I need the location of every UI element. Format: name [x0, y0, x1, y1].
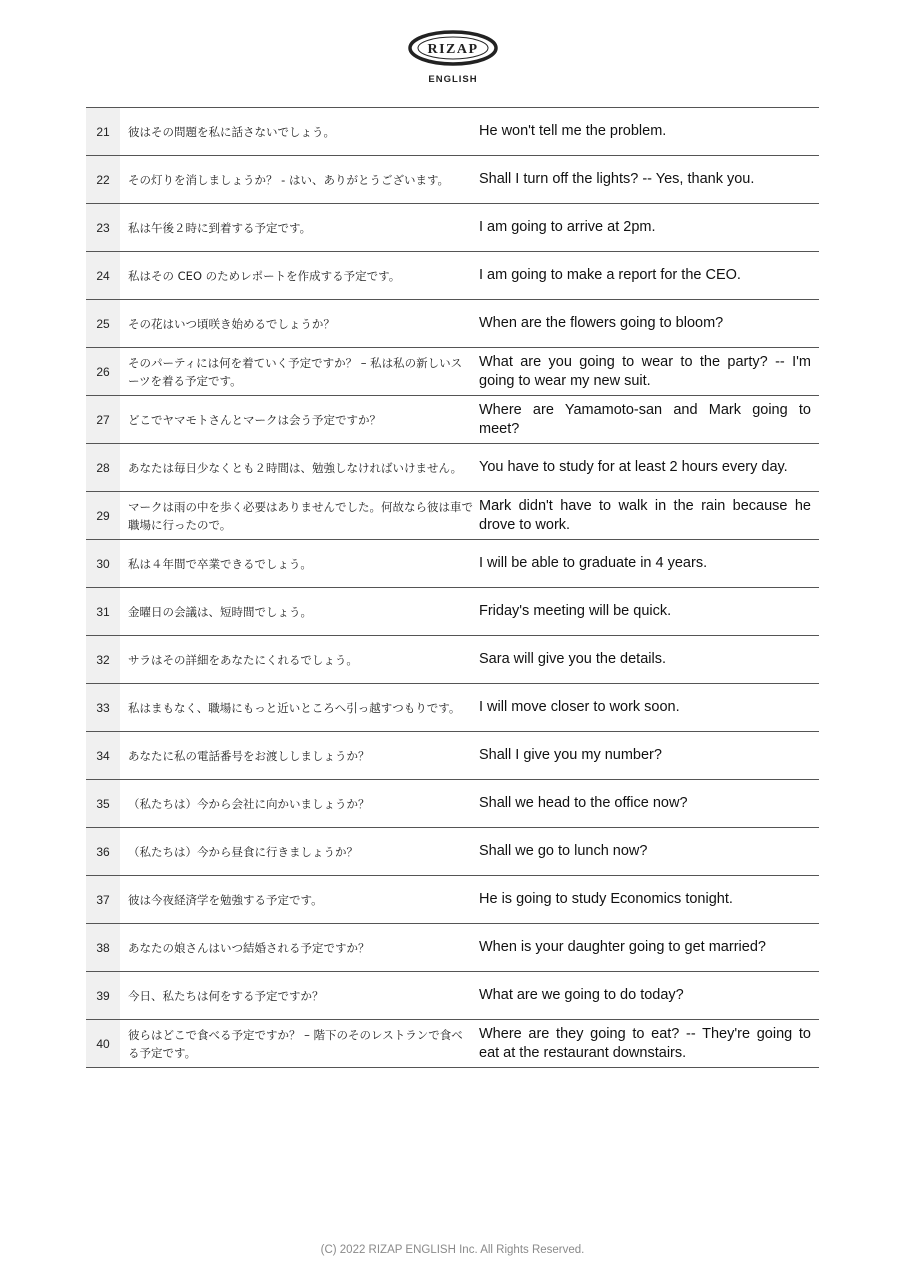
japanese-sentence: その灯りを消しましょうか？ - はい、ありがとうございます。 — [128, 172, 450, 187]
row-number: 38 — [86, 924, 120, 971]
sentence-table — [86, 107, 819, 1068]
row-number: 32 — [86, 636, 120, 683]
japanese-sentence: 金曜日の会議は、短時間でしょう。 — [128, 604, 312, 619]
japanese-sentence: サラはその詳細をあなたにくれるでしょう。 — [128, 652, 358, 667]
japanese-sentence: 彼らはどこで食べる予定ですか？ – 階下のそのレストランで食べる予定です。 — [128, 1027, 463, 1060]
japanese-sentence: 私は午後２時に到着する予定です。 — [128, 220, 312, 235]
english-sentence: Where are Yamamoto-san and Mark going to meet? — [479, 401, 811, 437]
copyright-footer: (C) 2022 RIZAP ENGLISH Inc. All Rights Reserved. — [320, 1244, 585, 1256]
row-number: 40 — [86, 1020, 120, 1067]
table-row — [86, 300, 819, 348]
japanese-sentence: （私たちは）今から会社に向かいましょうか？ — [128, 796, 370, 811]
row-number: 29 — [86, 492, 120, 539]
table-row — [86, 972, 819, 1020]
english-sentence: I will be able to graduate in 4 years. — [479, 555, 708, 571]
logo-wordmark: RIZAP — [427, 42, 479, 57]
row-number: 33 — [86, 684, 120, 731]
english-sentence: You have to study for at least 2 hours every day. — [479, 459, 788, 475]
japanese-sentence: 彼はその問題を私に話さないでしょう。 — [128, 124, 335, 139]
japanese-sentence: そのパーティには何を着ていく予定ですか？ – 私は私の新しいスーツを着る予定です。 — [128, 355, 463, 388]
english-sentence: When is your daughter going to get married? — [479, 939, 766, 955]
table-row — [86, 828, 819, 876]
table-row — [86, 1020, 819, 1068]
row-number: 26 — [86, 348, 120, 395]
table-row — [86, 588, 819, 636]
table-row — [86, 684, 819, 732]
english-sentence: I am going to make a report for the CEO. — [479, 267, 741, 283]
japanese-sentence: その花はいつ頃咲き始めるでしょうか？ — [128, 316, 335, 331]
row-number: 39 — [86, 972, 120, 1019]
table-row — [86, 204, 819, 252]
english-sentence: Sara will give you the details. — [479, 651, 666, 667]
japanese-sentence: あなたは毎日少なくとも２時間は、勉強しなければいけません。 — [128, 460, 463, 475]
row-number: 25 — [86, 300, 120, 347]
row-number: 31 — [86, 588, 120, 635]
row-number: 35 — [86, 780, 120, 827]
english-sentence: Shall we go to lunch now? — [479, 843, 648, 859]
japanese-sentence: 私はその CEO のためレポートを作成する予定です。 — [128, 268, 401, 283]
english-sentence: I am going to arrive at 2pm. — [479, 219, 656, 235]
japanese-sentence: あなたに私の電話番号をお渡ししましょうか？ — [128, 748, 370, 763]
english-sentence: Mark didn't have to walk in the rain because he drove to work. — [479, 497, 811, 533]
japanese-sentence: 私は４年間で卒業できるでしょう。 — [128, 556, 312, 571]
english-sentence: Where are they going to eat? -- They're going to eat at the restaurant downstairs. — [479, 1025, 811, 1061]
table-row — [86, 924, 819, 972]
row-number: 24 — [86, 252, 120, 299]
japanese-sentence: （私たちは）今から昼食に行きましょうか？ — [128, 844, 358, 859]
english-sentence: Shall I give you my number? — [479, 747, 662, 763]
rizap-english-logo — [407, 28, 499, 88]
row-number: 37 — [86, 876, 120, 923]
row-number: 23 — [86, 204, 120, 251]
table-row — [86, 108, 819, 156]
japanese-sentence: マークは雨の中を歩く必要はありませんでした。何故なら彼は車で職場に行ったので。 — [128, 499, 473, 532]
table-row — [86, 492, 819, 540]
row-number: 28 — [86, 444, 120, 491]
table-row — [86, 348, 819, 396]
english-sentence: He is going to study Economics tonight. — [479, 891, 733, 907]
logo-subtitle: ENGLISH — [428, 74, 478, 85]
table-row — [86, 252, 819, 300]
english-sentence: Friday's meeting will be quick. — [479, 603, 672, 619]
table-row — [86, 540, 819, 588]
row-number: 27 — [86, 396, 120, 443]
english-sentence: What are you going to wear to the party? -- I'm going to wear my new suit. — [479, 353, 811, 389]
english-sentence: When are the flowers going to bloom? — [479, 315, 724, 331]
row-number: 21 — [86, 108, 120, 155]
row-number: 30 — [86, 540, 120, 587]
table-row — [86, 636, 819, 684]
table-row — [86, 444, 819, 492]
table-row — [86, 732, 819, 780]
table-row — [86, 156, 819, 204]
japanese-sentence: 彼は今夜経済学を勉強する予定です。 — [128, 892, 323, 907]
row-number: 34 — [86, 732, 120, 779]
table-row — [86, 396, 819, 444]
row-number: 36 — [86, 828, 120, 875]
japanese-sentence: 私はまもなく、職場にもっと近いところへ引っ越すつもりです。 — [128, 700, 461, 715]
english-sentence: Shall I turn off the lights? -- Yes, thank you. — [479, 171, 755, 187]
logo-mark — [407, 28, 499, 72]
english-sentence: Shall we head to the office now? — [479, 795, 688, 811]
row-number: 22 — [86, 156, 120, 203]
english-sentence: What are we going to do today? — [479, 987, 684, 1003]
table-row — [86, 876, 819, 924]
table-row — [86, 780, 819, 828]
english-sentence: I will move closer to work soon. — [479, 699, 680, 715]
japanese-sentence: あなたの娘さんはいつ結婚される予定ですか？ — [128, 940, 370, 955]
japanese-sentence: どこでヤマモトさんとマークは会う予定ですか？ — [128, 412, 381, 427]
english-sentence: He won't tell me the problem. — [479, 123, 667, 139]
japanese-sentence: 今日、私たちは何をする予定ですか？ — [128, 988, 324, 1003]
